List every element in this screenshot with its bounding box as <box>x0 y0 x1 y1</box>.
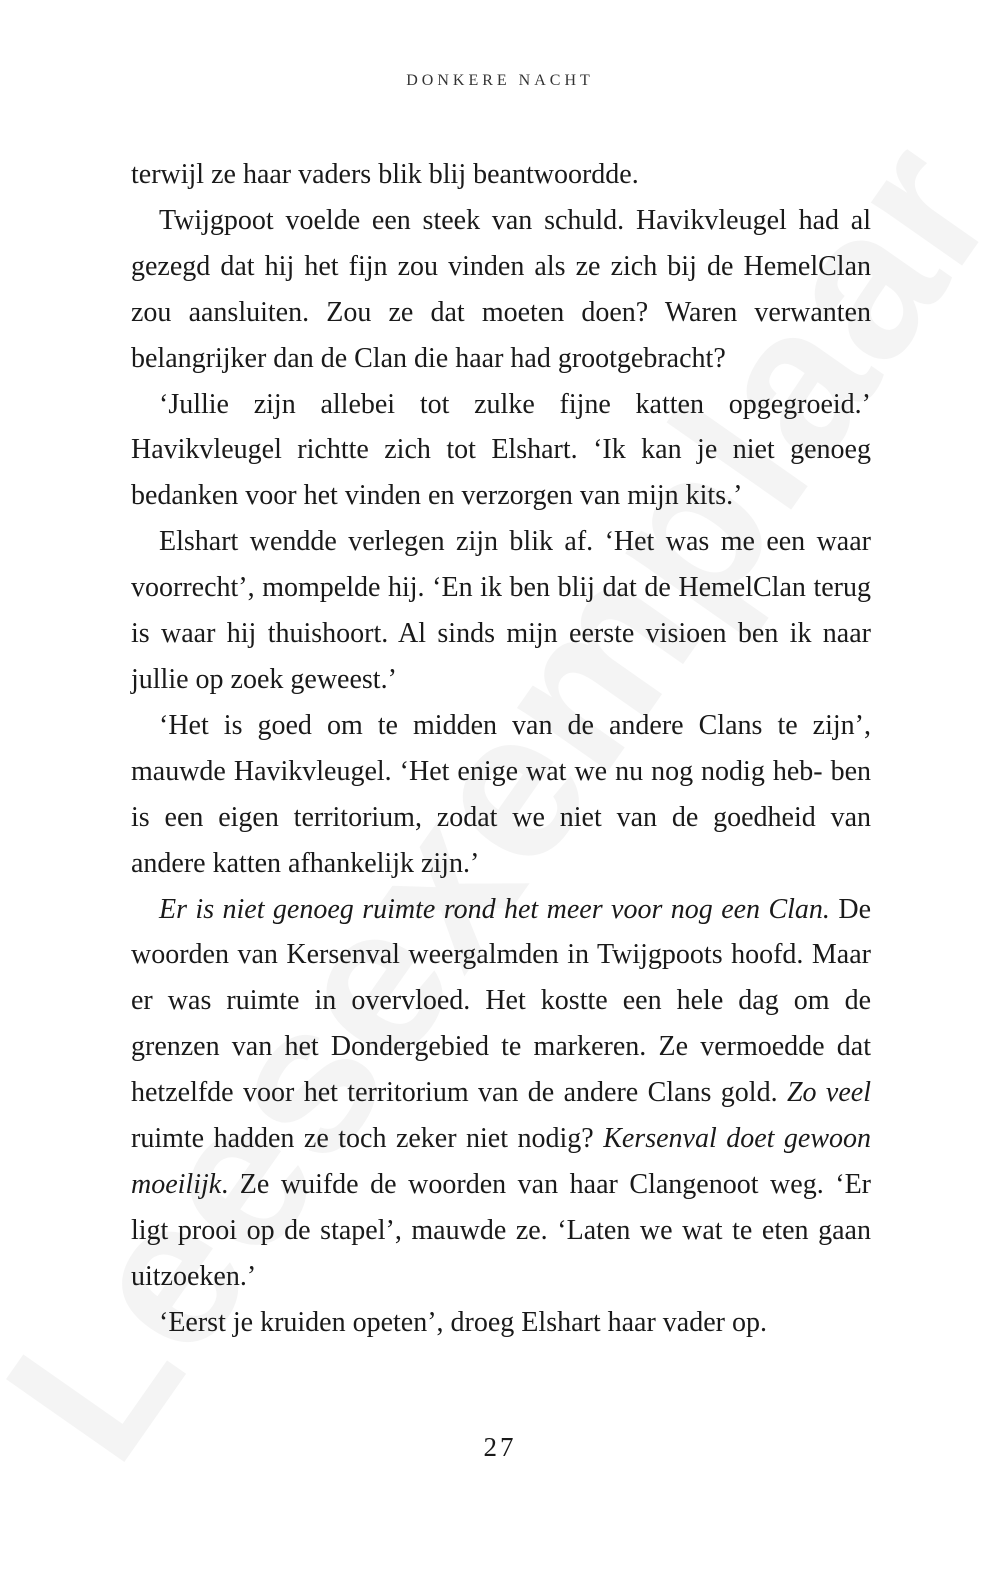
text-run: terwijl ze haar vaders blik blij beantwoordde. <box>131 159 639 190</box>
text-run: ‘Jullie zijn allebei tot zulke fijne katten opgegroeid.’ Havikvleugel richtte zich tot Elshart. ‘Ik kan je niet genoeg bedanken voor het vinden en verzorgen van mijn kits.’ <box>131 388 871 512</box>
page-number: 27 <box>483 1432 517 1462</box>
italic-emphasis: Zo veel <box>786 1077 871 1109</box>
body-text <box>131 152 871 1346</box>
text-run: ruimte hadden ze toch zeker niet nodig? <box>131 1123 604 1155</box>
paragraph <box>131 382 871 520</box>
paragraph <box>131 1300 871 1346</box>
italic-thought: Kersenval doet gewoon moeilijk <box>131 1123 871 1200</box>
running-head: DONKERE NACHT <box>406 72 594 89</box>
paragraph <box>131 703 871 887</box>
paragraph <box>131 519 871 703</box>
paragraph <box>131 198 871 382</box>
paragraph <box>131 152 871 198</box>
text-run: De woorden van Kersenval weergalmden in Twijgpoots hoofd. Maar er was ruimte in overvloed. Het kostte een hele dag om de grenzen van het Dondergebied te markeren. Ze vermoedde dat hetzelfde voor het territorium van de andere Clans gold. <box>131 893 871 1109</box>
paragraph <box>131 887 871 1300</box>
text-run: Twijgpoot voelde een steek van schuld. Havikvleugel had al gezegd dat hij het fijn zou vinden als ze zich bij de HemelClan zou aansluiten. Zou ze dat moeten doen? Waren verwanten belangrijker dan de Clan die haar had grootgebracht? <box>131 204 871 374</box>
text-run: . Ze wuifde de woorden van haar Clangenoot weg. ‘Er ligt prooi op de stapel’, mauwde ze. ‘Laten we wat te eten gaan uitzoeken.’ <box>131 1168 871 1292</box>
italic-thought: Er is niet genoeg ruimte rond het meer voor nog een Clan. <box>159 893 830 925</box>
text-run: Elshart wendde verlegen zijn blik af. ‘Het was me een waar voorrecht’, mompelde hij. ‘En ik ben blij dat de HemelClan terug is waar hij thuishoort. Al sinds mijn eerste visioen ben ik naar jullie op zoek geweest.’ <box>131 526 871 695</box>
text-run: ‘Eerst je kruiden opeten’, droeg Elshart haar vader op. <box>159 1306 767 1338</box>
text-run: ‘Het is goed om te midden van de andere Clans te zijn’, mauwde Havikvleugel. ‘Het enige wat we nu nog nodig heb- ben is een eigen territorium, zodat we niet van de goedheid van andere katten afhankelijk zijn.’ <box>131 709 871 879</box>
